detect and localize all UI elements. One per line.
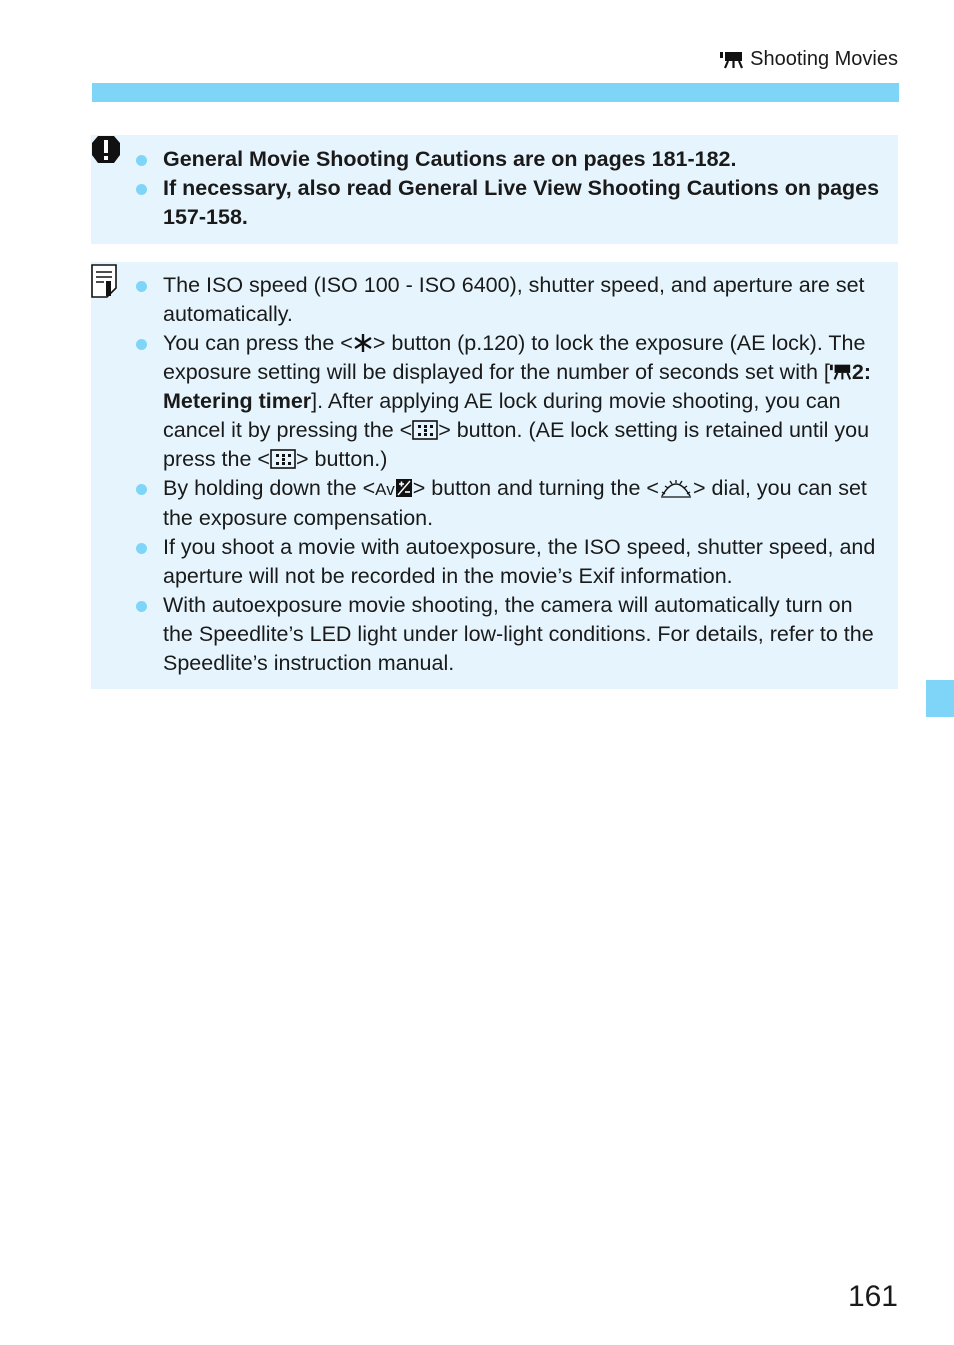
exposure-comp-icon: [395, 478, 413, 498]
caution-item: If necessary, also read General Live View Shooting Cautions on pages 157-158.: [135, 174, 884, 232]
note-list: [135, 271, 884, 678]
af-point-selection-icon: [412, 420, 438, 440]
note-item-exif: If you shoot a movie with autoexposure, the ISO speed, shutter speed, and aperture will not be recorded in the movie’s Exif information.: [135, 533, 884, 591]
note-icon: [91, 264, 119, 298]
chapter-tab: [926, 680, 954, 717]
caution-box: [91, 135, 898, 244]
ae-lock-asterisk-icon: [353, 333, 373, 353]
section-header: [720, 48, 898, 71]
av-exposure-comp-icon: Av: [375, 476, 413, 500]
note-item-iso: The ISO speed (ISO 100 - ISO 6400), shutter speed, and aperture are set automatically.: [135, 271, 884, 329]
caution-icon: [91, 135, 121, 165]
note-item-exposure-comp: By holding down the <Av > button and turning the < > dial, you can set the exposure compensation.: [135, 474, 884, 533]
header-bar: [92, 83, 899, 102]
note-box: [91, 262, 898, 689]
af-point-selection-icon: [270, 449, 296, 469]
caution-list: [135, 145, 884, 232]
note-item-ae-lock: You can press the < > button (p.120) to lock the exposure (AE lock). The exposure setting will be displayed for the number of seconds set with [ 2: Metering timer]. After applying AE lock during movie shooting, you can cancel it by pressing the < > button. (AE lock setting is retained until you press the < > button.): [135, 329, 884, 474]
section-title: Shooting Movies: [750, 48, 898, 70]
movie-camera-icon: [720, 50, 744, 70]
movie-menu-icon: [830, 362, 852, 382]
page-number: 161: [847, 1280, 898, 1313]
main-dial-icon: [659, 478, 693, 498]
caution-item: General Movie Shooting Cautions are on pages 181-182.: [135, 145, 884, 174]
note-item-speedlite: With autoexposure movie shooting, the camera will automatically turn on the Speedlite’s LED light under low-light conditions. For details, refer to the Speedlite’s instruction manual.: [135, 591, 884, 678]
